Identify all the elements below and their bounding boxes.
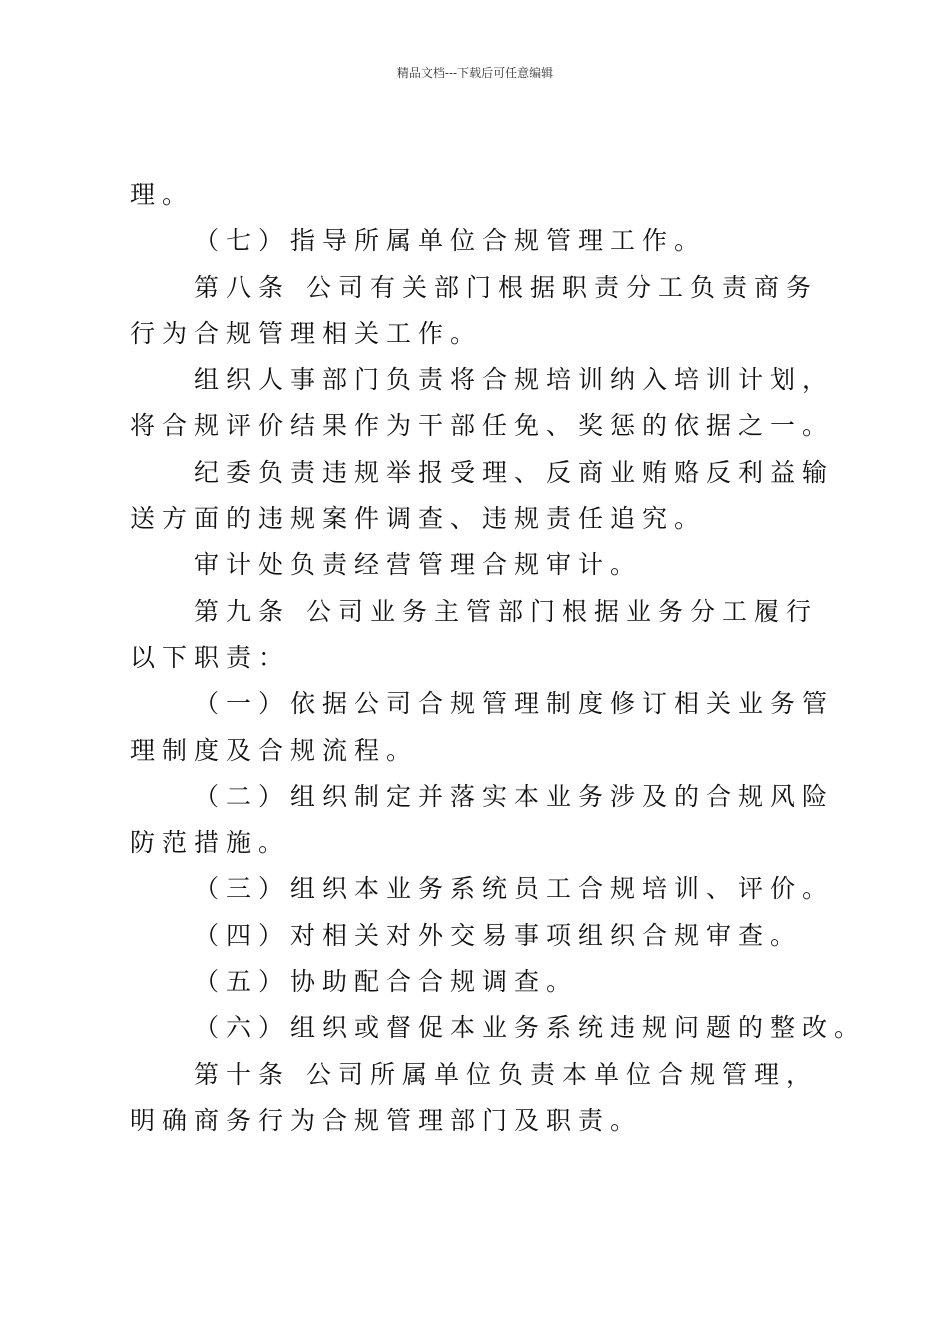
line-text: 将合规评价结果作为干部任免、奖惩的依据之一。: [130, 411, 835, 441]
line-text: 理制度及合规流程。: [130, 735, 419, 765]
text-line: [130, 774, 835, 820]
line-text: （七）指导所属单位合规管理工作。: [194, 226, 707, 256]
line-text: 组织人事部门负责将合规培训纳入培训计划，: [194, 365, 835, 395]
article-heading-line: [130, 589, 830, 635]
line-text: 理。: [130, 180, 195, 209]
line-text: （四）对相关对外交易事项组织合规审查。: [194, 920, 803, 950]
text-line: [130, 1098, 830, 1144]
line-text: （五）协助配合合规调查。: [194, 967, 579, 997]
line-text: （三）组织本业务系统员工合规培训、评价。: [194, 874, 835, 904]
text-line: [130, 496, 830, 542]
line-text: 明确商务行为合规管理部门及职责。: [130, 1105, 643, 1135]
text-line: [130, 635, 830, 681]
text-line: [130, 218, 830, 264]
text-line: [130, 450, 835, 496]
text-line: [130, 913, 830, 959]
article-number: 第八条: [194, 272, 291, 302]
text-line: [130, 357, 835, 403]
text-line: [130, 403, 835, 449]
line-text: 审计处负责经营管理合规审计。: [194, 550, 643, 580]
article-number: 第十条: [194, 1059, 291, 1089]
text-line: [130, 1005, 867, 1051]
article-heading-line: [130, 1052, 830, 1098]
text-line: [130, 820, 830, 866]
text-line: [130, 728, 830, 774]
article-heading-line: [130, 265, 830, 311]
text-line: [130, 681, 835, 727]
text-line: [130, 959, 830, 1005]
line-text: （一）依据公司合规管理制度修订相关业务管: [194, 689, 835, 719]
line-text: 送方面的违规案件调查、违规责任追究。: [130, 504, 707, 534]
line-text: 以下职责：: [130, 642, 291, 672]
line-text: 公司有关部门根据职责分工负责商务: [306, 272, 819, 302]
line-text: （六）组织或督促本业务系统违规问题的整改。: [194, 1013, 867, 1043]
line-text: 纪委负责违规举报受理、反商业贿赂反利益输: [194, 457, 835, 487]
document-body: [130, 172, 867, 1144]
text-line: [130, 172, 830, 218]
line-text: 行为合规管理相关工作。: [130, 318, 483, 348]
line-text: 防范措施。: [130, 828, 291, 858]
text-line: [130, 866, 835, 912]
text-line: [130, 311, 830, 357]
article-number: 第九条: [194, 596, 291, 626]
text-line: [130, 542, 830, 588]
line-text: 公司业务主管部门根据业务分工履行: [306, 596, 819, 626]
line-text: 公司所属单位负责本单位合规管理，: [306, 1059, 819, 1089]
line-text: （二）组织制定并落实本业务涉及的合规风险: [194, 781, 835, 811]
page-header: 精品文档---下载后可任意编辑: [396, 66, 554, 80]
